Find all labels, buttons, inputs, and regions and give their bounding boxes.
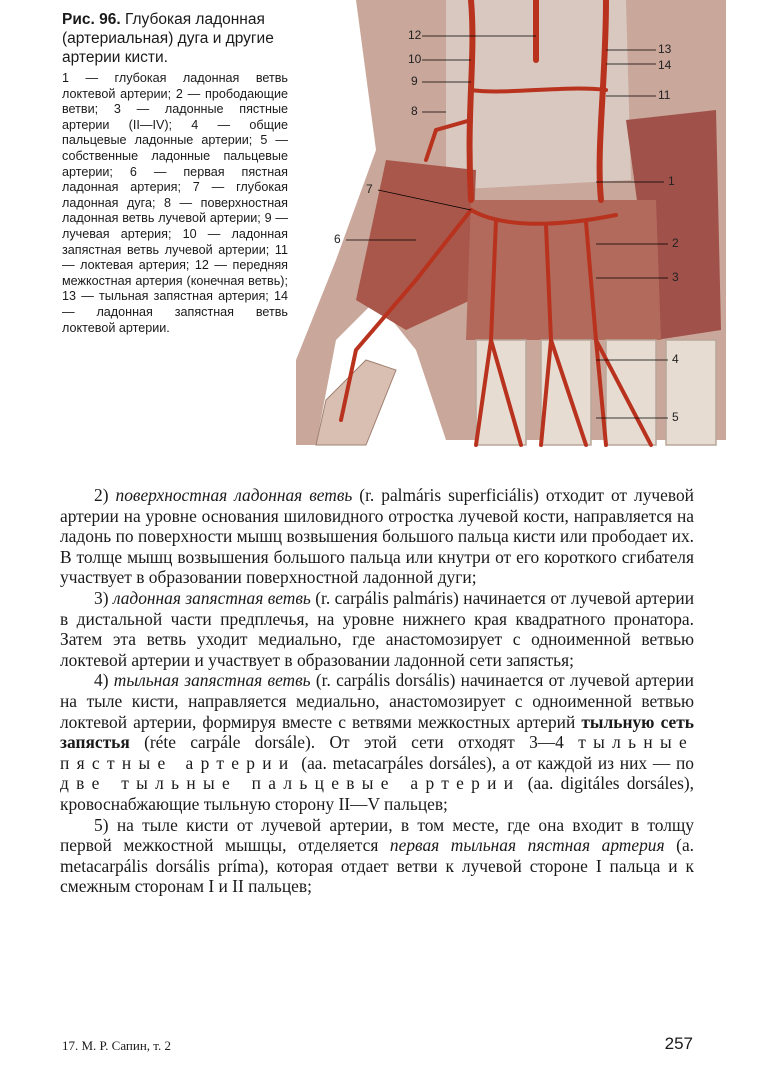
label-13: 13: [658, 42, 672, 56]
caption-title: [62, 10, 288, 67]
body-text: [60, 485, 694, 897]
label-10: 10: [408, 52, 422, 66]
term-palmar-carpal-branch: ладонная запястная ветвь: [112, 587, 311, 608]
label-4: 4: [672, 352, 679, 366]
spaced-term-dorsal-metacarpal: тыльные пястные артерии: [60, 732, 694, 773]
term-first-dorsal-metacarpal: первая тыльная пястная артерия: [389, 835, 665, 856]
paragraph-2: 2) поверхностная ладонная ветвь (r. palmáris superficiális) отходит от лучевой артерии на уровне основания шиловидного отростка лучевой кости, направляется на ладонь по поверхности мышц возвышения большого пальца кисти или прободает их. В толще мышц возвышения большого пальца или кнутри от его короткого сгибателя участвует в образовании поверхностной ладонной дуги;: [60, 485, 694, 588]
figure-title: Глубокая ладонная (артериальная) дуга и другие артерии кисти.: [62, 11, 274, 66]
label-12: 12: [408, 28, 422, 42]
figure-caption: [62, 10, 288, 336]
label-3: 3: [672, 270, 679, 284]
label-14: 14: [658, 58, 672, 72]
paragraph-3: 3) ладонная запястная ветвь (r. carpális palmáris) начинается от лучевой артерии в дистальной части предплечья, на уровне нижнего края квадратного пронатора. Затем эта ветвь уходит медиально, где анастомозирует с одноименной ветвью локтевой артерии и участвует в образовании ладонной сети запястья;: [60, 587, 695, 670]
term-dorsal-carpal-branch: тыльная запястная ветвь: [113, 670, 311, 691]
anatomical-illustration: [296, 0, 736, 452]
label-9: 9: [411, 74, 418, 88]
figure-number: Рис. 96.: [62, 11, 121, 28]
label-5: 5: [672, 410, 679, 424]
paragraph-5: 5) на тыле кисти от лучевой артерии, в том месте, где она входит в толщу первой межкостной мышцы, отделяется первая тыльная пястная артерия (a. metacarpális dorsális príma), которая отдает ветви к лучевой стороне I пальца и к смежным сторонам I и II пальцев;: [60, 814, 695, 897]
label-6: 6: [334, 232, 341, 246]
signature-line: 17. М. Р. Сапин, т. 2: [62, 1038, 172, 1053]
term-dorsal-carpal-network: тыльную сеть запястья: [60, 711, 694, 753]
term-superficial-palmar-branch: поверхностная ладонная ветвь: [115, 485, 353, 505]
label-2: 2: [672, 236, 679, 250]
label-11: 11: [658, 88, 671, 102]
label-8: 8: [411, 104, 418, 118]
label-1: 1: [668, 174, 675, 188]
figure-legend: 1 — глубокая ладонная ветвь локтевой артерии; 2 — прободающие ветви; 3 — ладонные пястные артерии (II—IV); 4 — общие пальцевые ладонные артерии; 5 — собственные ладонные пальцевые артерии; 6 — первая пястная ладонная артерия; 7 — глубокая ладонная дуга; 8 — поверхностная ладонная ветвь лучевой артерии; 9 — лучевая артерия; 10 — ладонная запястная ветвь лучевой артерии; 11 — локтевая артерия; 12 — передняя межкостная артерия (конечная ветвь); 13 — тыльная запястная артерия; 14 — ладонная запястная ветвь локтевой артерии.: [62, 71, 288, 335]
spaced-term-dorsal-digital: две тыльные пальцевые артерии: [60, 773, 521, 794]
label-7: 7: [366, 182, 373, 196]
page-number: 257: [664, 1034, 693, 1053]
paragraph-4: 4) тыльная запястная ветвь (r. carpális dorsális) начинается от лучевой артерии на тыле кисти, направляется медиально, анастомозирует с одноименной ветвью локтевой артерии, формируя вместе с ветвями межкостных артерий тыльную сеть запястья (réte carpále dorsále). От этой сети отходят 3—4 тыльные пястные артерии (aa. metacarpáles dorsáles), а от каждой из них — по две тыльные пальцевые артерии (aa. digitáles dorsáles), кровоснабжающие тыльную сторону II—V пальцев;: [60, 670, 694, 814]
